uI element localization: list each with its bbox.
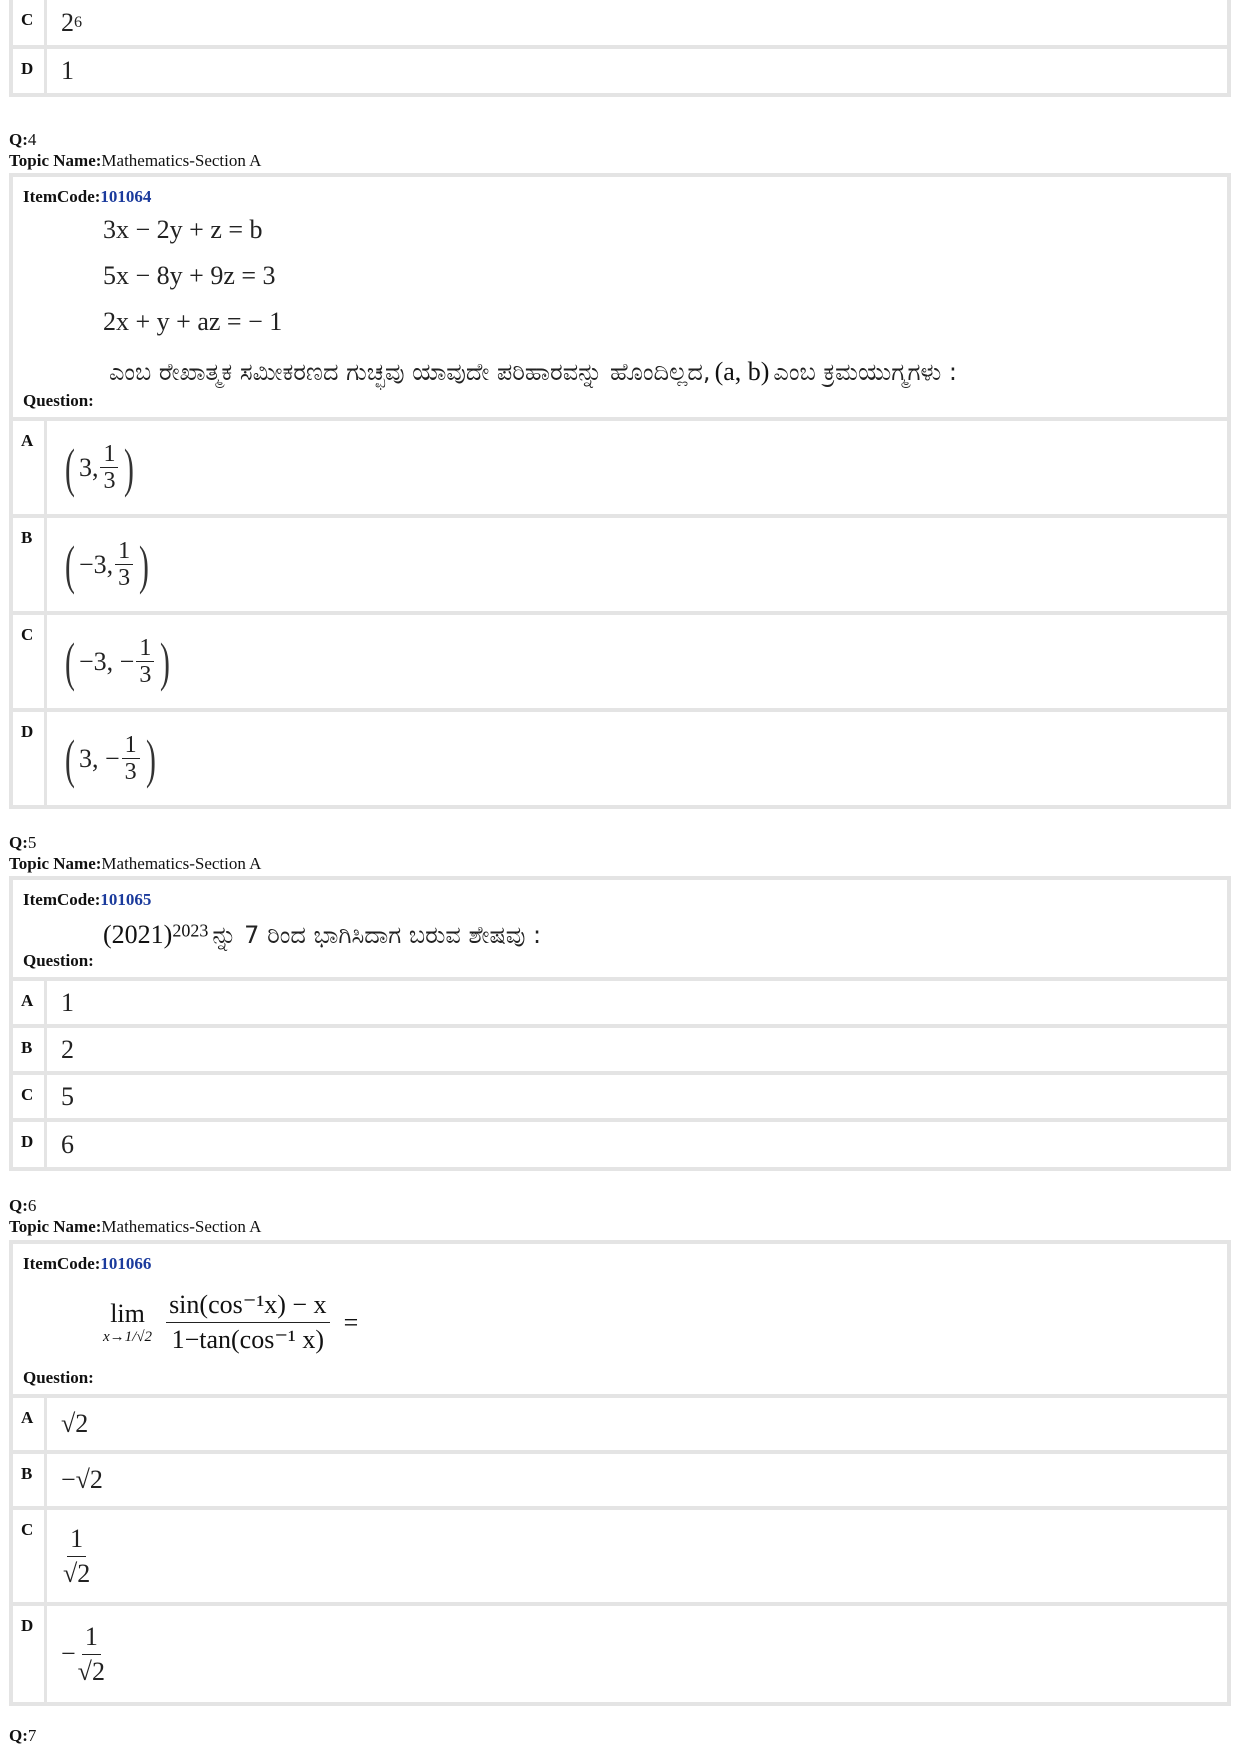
option-row-c: [13, 1510, 1227, 1606]
option-row: [13, 49, 1227, 93]
option-value: ( −3, $\frac{1}{3}$ ): [65, 534, 150, 595]
option-label: C: [13, 615, 47, 708]
option-label: C: [13, 1075, 47, 1118]
option-label: D: [13, 712, 47, 805]
option-row-a: [13, 421, 1227, 518]
option-value: − $\frac{1}{√2}$: [61, 1621, 105, 1686]
q4-question-cell: [13, 177, 1227, 421]
option-value: 1: [61, 56, 74, 85]
q6-table: [9, 1240, 1231, 1706]
limit-expression: lim x→1/√2 $\frac{\text{sin(cos⁻¹x) − x}}{\text{1−tan(cos⁻¹ x)}}$ =: [103, 1290, 359, 1354]
option-row-c: [13, 615, 1227, 712]
option-value: 2: [61, 1034, 74, 1064]
option-row-b: [13, 1454, 1227, 1510]
option-row-a: [13, 981, 1227, 1028]
prev-question-options: [9, 0, 1231, 97]
question-label: Question:: [23, 391, 94, 410]
q4-table: [9, 173, 1231, 809]
q4-header: Q:4 Topic Name:Mathematics-Section A: [9, 130, 262, 170]
option-label: A: [13, 1398, 47, 1450]
option-label: D: [13, 1122, 47, 1167]
option-label: B: [13, 1028, 47, 1071]
q7-header: Q:7: [9, 1726, 37, 1745]
option-value: ( −3, − $\frac{1}{3}$ ): [65, 631, 171, 692]
question-text: $(2021)^{2023}$ ನ್ನು 7 ರಿಂದ ಭಾಗಿಸಿದಾಗ ಬರುವ ಶೇಷವು :: [103, 920, 542, 949]
option-label: B: [13, 1454, 47, 1506]
option-row-d: [13, 1122, 1227, 1167]
option-value: 6: [61, 1129, 74, 1159]
equation-3: 2x + y + az = − 1: [103, 307, 283, 336]
q6-header: Q:6 Topic Name:Mathematics-Section A: [9, 1196, 262, 1236]
option-label: B: [13, 518, 47, 611]
equation-2: 5x − 8y + 9z = 3: [103, 261, 276, 290]
option-value: −√2: [61, 1465, 103, 1494]
option-value: √2: [61, 1409, 89, 1438]
option-value: ( 3, − $\frac{1}{3}$ ): [65, 728, 156, 789]
question-label: Question:: [23, 1368, 94, 1387]
question-label: Question:: [23, 951, 94, 970]
q6-question-cell: [13, 1244, 1227, 1398]
option-label: D: [13, 49, 47, 93]
option-label: C: [13, 0, 47, 45]
item-code: ItemCode:101064: [23, 187, 152, 206]
q5-question-cell: [13, 880, 1227, 981]
option-row-b: [13, 518, 1227, 615]
option-value: ( 3, $\frac{1}{3}$ ): [65, 437, 135, 498]
option-label: D: [13, 1606, 47, 1702]
q5-table: [9, 876, 1231, 1171]
option-label: A: [13, 421, 47, 514]
option-label: A: [13, 981, 47, 1024]
option-row-a: [13, 1398, 1227, 1454]
option-row-b: [13, 1028, 1227, 1075]
q5-header: Q:5 Topic Name:Mathematics-Section A: [9, 833, 262, 873]
option-label: C: [13, 1510, 47, 1602]
item-code: ItemCode:101065: [23, 890, 152, 909]
equation-1: 3x − 2y + z = b: [103, 215, 263, 244]
option-row-d: [13, 712, 1227, 805]
item-code: ItemCode:101066: [23, 1254, 152, 1273]
option-row-d: [13, 1606, 1227, 1702]
option-value: 5: [61, 1081, 74, 1111]
option-value: 1: [61, 987, 74, 1017]
option-value: $\frac{1}{√2}$: [63, 1523, 91, 1588]
question-text: ಎಂಬ ರೇಖಾತ್ಮಕ ಸಮೀಕರಣದ ಗುಚ್ಛವು ಯಾವುದೇ ಪರಿಹಾರವನ್ನು ಹೊಂದಿಲ್ಲದ, (a, b) ಎಂಬ ಕ್ರಮಯುಗ್ಮಗಳು :: [109, 357, 957, 386]
option-row: [13, 0, 1227, 49]
option-row-c: [13, 1075, 1227, 1122]
option-value: 2 6: [61, 7, 83, 37]
